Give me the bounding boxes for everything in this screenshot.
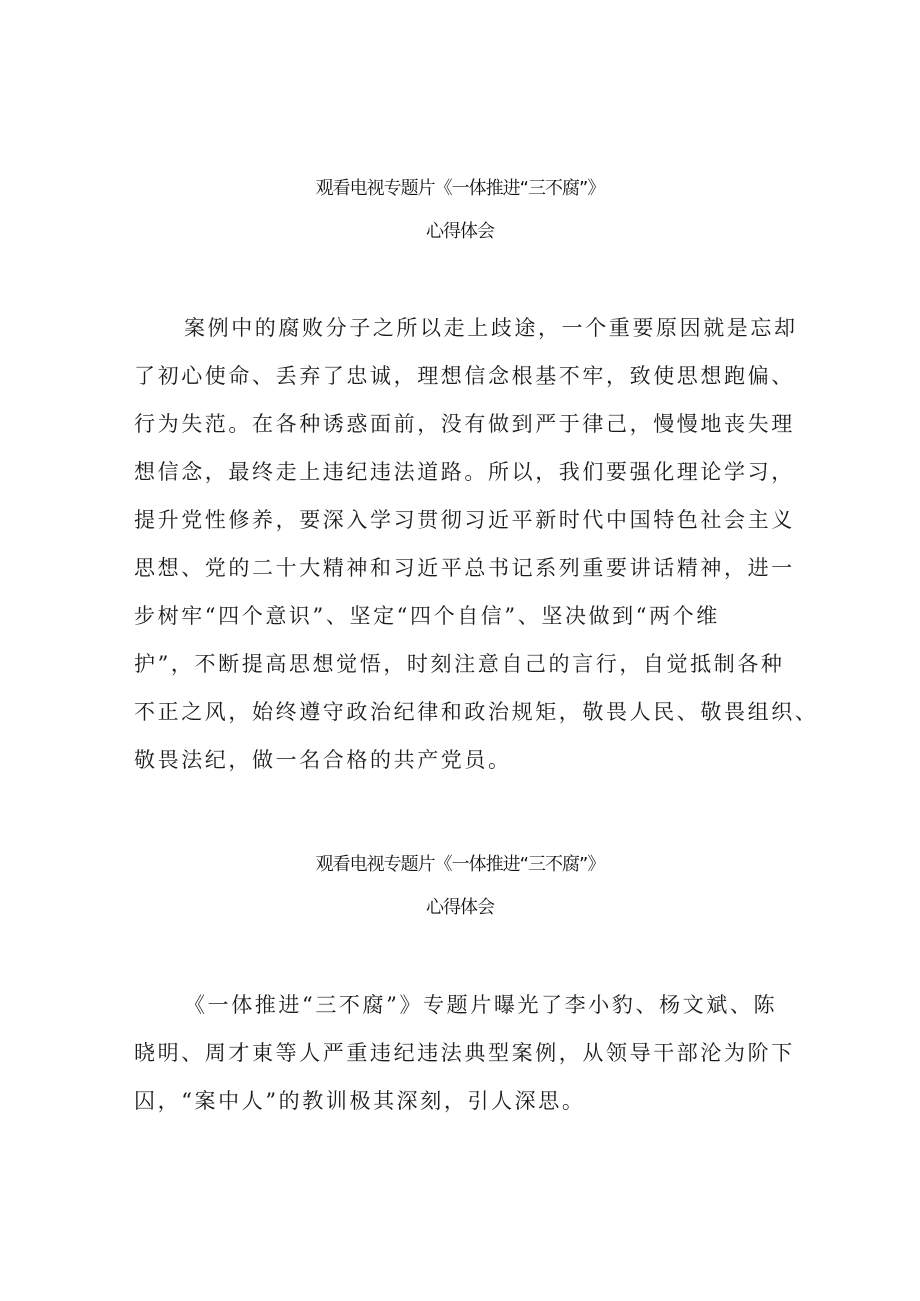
paragraph-line: 案例中的腐败分子之所以走上歧途，一个重要原因就是忘却 xyxy=(184,316,798,340)
section-1-title-line-1: 观看电视专题片《一体推进“三不腐”》 xyxy=(315,178,605,199)
paragraph-line: 不正之风，始终遵守政治纪律和政治规矩，敬畏人民、敬畏组织、 xyxy=(134,700,819,724)
section-2-title xyxy=(0,843,920,929)
paragraph-line: 提升党性修养，要深入学习贯彻习近平新时代中国特色社会主义 xyxy=(134,508,795,532)
paragraph-line: 了初心使命、丢弃了忠诚，理想信念根基不牢，致使思想跑偏、 xyxy=(134,364,795,388)
paragraph-line: 《一体推进“三不腐”》专题片曝光了李小豹、杨文斌、陈 xyxy=(184,993,778,1017)
section-1-title-line-2: 心得体会 xyxy=(426,221,494,242)
section-1-title xyxy=(0,167,920,253)
paragraph-line: 步树牢“四个意识”、坚定“四个自信”、坚决做到“两个维 xyxy=(134,604,720,628)
paragraph-line: 晓明、周才東等人严重违纪违法典型案例，从领导干部沦为阶下 xyxy=(134,1041,795,1065)
paragraph-line: 行为失范。在各种诱惑面前，没有做到严于律己，慢慢地丧失理 xyxy=(134,412,795,436)
paragraph-line: 想信念，最终走上违纪违法道路。所以，我们要强化理论学习， xyxy=(134,460,795,484)
section-2-title-line-1: 观看电视专题片《一体推进“三不腐”》 xyxy=(315,854,605,875)
paragraph-line: 护”，不断提高思想觉悟，时刻注意自己的言行，自觉抵制各种 xyxy=(134,652,785,676)
paragraph-line: 囚，“案中人”的教训极其深刻，引人深思。 xyxy=(134,1089,586,1113)
paragraph-line: 思想、党的二十大精神和习近平总书记系列重要讲话精神，进一 xyxy=(134,556,795,580)
paragraph-line: 敬畏法纪，做一名合格的共产党员。 xyxy=(134,748,512,772)
section-2-title-line-2: 心得体会 xyxy=(426,897,494,918)
